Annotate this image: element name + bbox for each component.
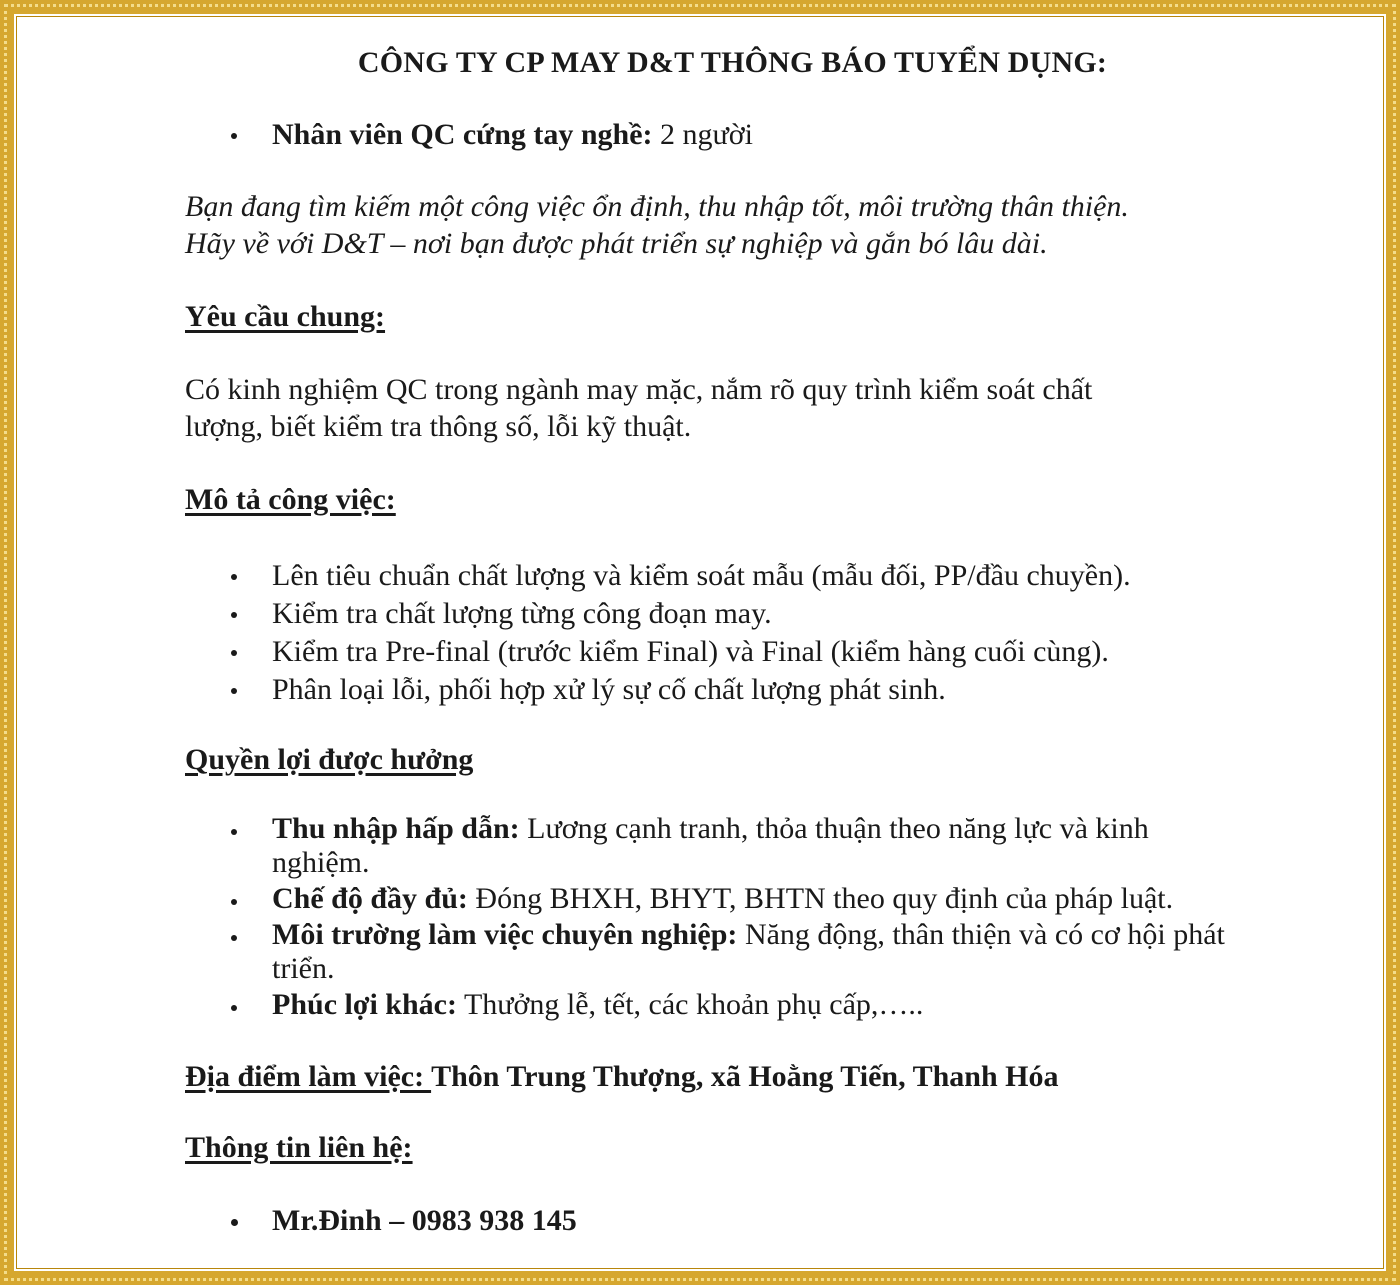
requirements-line: Có kinh nghiệm QC trong ngành may mặc, nắm rõ quy trình kiểm soát chất bbox=[185, 373, 1093, 406]
benefit-label: Phúc lợi khác: bbox=[272, 988, 457, 1021]
list-item: Lên tiêu chuẩn chất lượng và kiểm soát mẫu (mẫu đối, PP/đầu chuyền). bbox=[185, 557, 1131, 595]
location-label: Địa điểm làm việc: bbox=[185, 1060, 432, 1093]
list-item: Kiểm tra Pre-final (trước kiểm Final) và Final (kiểm hàng cuối cùng). bbox=[185, 633, 1131, 671]
position-label: Nhân viên QC cứng tay nghề: bbox=[272, 118, 653, 151]
intro-text bbox=[185, 188, 1129, 262]
benefit-text: Lương cạnh tranh, thỏa thuận theo năng lực và kinh bbox=[527, 812, 1149, 845]
list-item: Phân loại lỗi, phối hợp xử lý sự cố chất lượng phát sinh. bbox=[185, 671, 1131, 709]
list-item: Kiểm tra chất lượng từng công đoạn may. bbox=[185, 595, 1131, 633]
requirements-heading: Yêu cầu chung: bbox=[185, 300, 386, 333]
benefit-text: Năng động, thân thiện và có cơ hội phát bbox=[744, 918, 1225, 951]
requirements-text bbox=[185, 371, 1092, 445]
benefit-label: Thu nhập hấp dẫn: bbox=[272, 812, 520, 845]
contact-item bbox=[185, 1202, 577, 1240]
list-item bbox=[185, 812, 1225, 880]
position-item bbox=[185, 116, 753, 154]
job-description-list bbox=[185, 557, 1131, 709]
contact-list bbox=[185, 1202, 577, 1240]
work-location bbox=[185, 1060, 1058, 1094]
benefit-label: Chế độ đầy đủ: bbox=[272, 882, 468, 915]
list-item bbox=[185, 882, 1225, 916]
contact-person: Mr.Đinh – 0983 938 145 bbox=[272, 1204, 577, 1237]
requirements-line: lượng, biết kiểm tra thông số, lỗi kỹ thuật. bbox=[185, 410, 692, 443]
page-title: CÔNG TY CP MAY D&T THÔNG BÁO TUYỂN DỤNG: bbox=[357, 46, 1108, 79]
benefit-text: Đóng BHXH, BHYT, BHTN theo quy định của pháp luật. bbox=[475, 882, 1174, 915]
benefit-label: Môi trường làm việc chuyên nghiệp: bbox=[272, 918, 738, 951]
benefits-heading: Quyền lợi được hưởng bbox=[185, 743, 474, 776]
benefits-list bbox=[185, 812, 1225, 1022]
job-description-heading: Mô tả công việc: bbox=[185, 483, 396, 516]
benefit-text-cont: nghiệm. bbox=[272, 846, 370, 879]
location-value: Thôn Trung Thượng, xã Hoằng Tiến, Thanh Hóa bbox=[431, 1060, 1059, 1093]
list-item bbox=[185, 988, 1225, 1022]
position-list bbox=[185, 116, 753, 154]
benefit-text: Thưởng lễ, tết, các khoản phụ cấp,….. bbox=[463, 988, 924, 1021]
contact-heading: Thông tin liên hệ: bbox=[185, 1131, 413, 1164]
position-value: 2 người bbox=[660, 118, 754, 151]
benefit-text-cont: triển. bbox=[272, 952, 335, 985]
list-item bbox=[185, 918, 1225, 986]
intro-line: Bạn đang tìm kiếm một công việc ổn định, thu nhập tốt, môi trường thân thiện. bbox=[185, 190, 1129, 223]
intro-line: Hãy về với D&T – nơi bạn được phát triển sự nghiệp và gắn bó lâu dài. bbox=[185, 227, 1048, 260]
